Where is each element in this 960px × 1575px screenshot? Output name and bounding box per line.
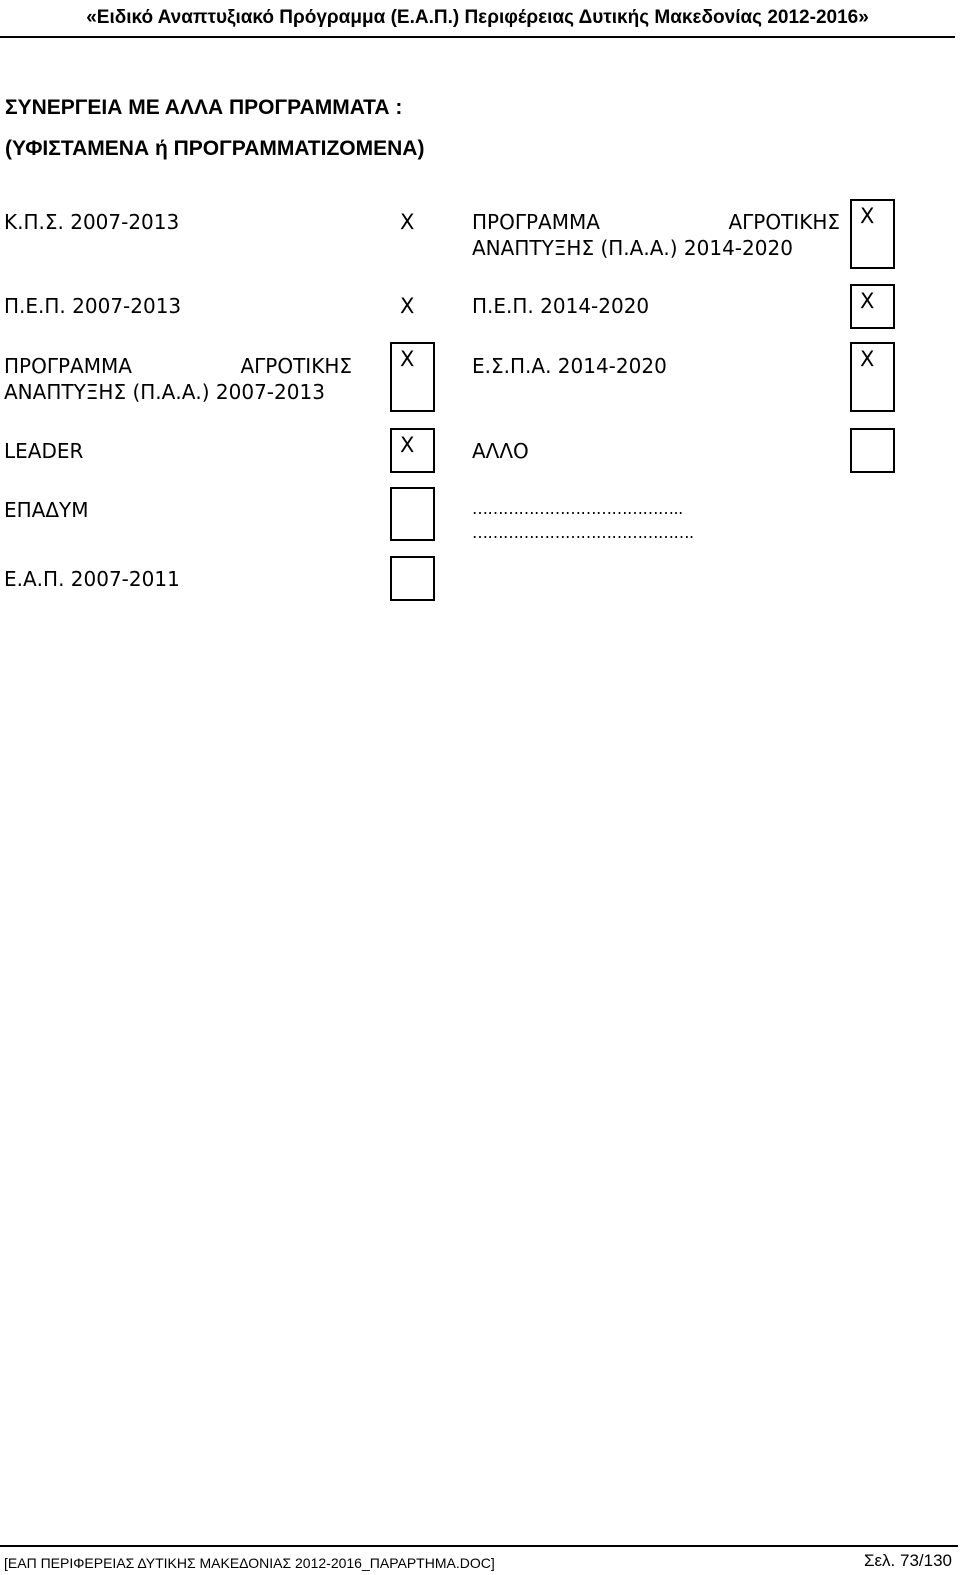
program-label-paa-2014-line1: ΠΡΟΓΡΑΜΜΑ ΑΓΡΟΤΙΚΗΣ — [472, 210, 840, 234]
program-label-espa: Ε.Σ.Π.Α. 2014-2020 — [472, 354, 667, 378]
checkbox-mark-paa-2014: Χ — [860, 204, 875, 228]
footer-page-number: Σελ. 73/130 — [863, 1551, 952, 1570]
checkbox-mark-paa-2007: Χ — [400, 347, 415, 371]
other-fill-line2: ……………………………………. — [472, 523, 694, 542]
program-label-paa-2007-line1: ΠΡΟΓΡΑΜΜΑ ΑΓΡΟΤΙΚΗΣ — [4, 354, 352, 378]
checkbox-espa[interactable] — [850, 342, 895, 412]
header-title: «Ειδικό Αναπτυξιακό Πρόγραμμα (Ε.Α.Π.) Περιφέρειας Δυτικής Μακεδονίας 2012-2016» — [86, 7, 869, 28]
checkbox-mark-pep-2007: Χ — [400, 294, 415, 318]
footer-document-name: [ΕΑΠ ΠΕΡΙΦΕΡΕΙΑΣ ΔΥΤΙΚΗΣ ΜΑΚΕΔΟΝΙΑΣ 2012-2016_ΠΑΡΑΡΤΗΜΑ.DOC] — [4, 1555, 495, 1571]
program-label-pep-2007: Π.Ε.Π. 2007-2013 — [4, 294, 182, 318]
program-label-paa-2014 — [472, 209, 840, 261]
section-title-line2: (ΥΦΙΣΤΑΜΕΝΑ ή ΠΡΟΓΡΑΜΜΑΤΙΖΟΜΕΝΑ) — [5, 137, 425, 160]
program-label-epadym: ΕΠΑΔΥΜ — [4, 498, 89, 522]
checkbox-mark-pep-2014: Χ — [860, 289, 875, 313]
section-title-line1: ΣΥΝΕΡΓΕΙΑ ΜΕ ΑΛΛΑ ΠΡΟΓΡΑΜΜΑΤΑ : — [5, 96, 403, 119]
program-label-paa-2007 — [4, 353, 352, 405]
checkbox-paa-2007[interactable] — [390, 342, 435, 412]
checkbox-mark-kps: Χ — [400, 210, 415, 234]
checkbox-leader[interactable] — [390, 428, 435, 473]
program-label-pep-2014: Π.Ε.Π. 2014-2020 — [472, 294, 650, 318]
checkbox-epadym[interactable] — [390, 487, 435, 541]
checkbox-mark-leader: Χ — [400, 433, 415, 457]
program-label-paa-2007-line2: ΑΝΑΠΤΥΞΗΣ (Π.Α.Α.) 2007-2013 — [4, 380, 325, 404]
program-label-eap-2007: Ε.Α.Π. 2007-2011 — [4, 567, 180, 591]
checkbox-eap-2007[interactable] — [390, 556, 435, 601]
program-label-allo: ΑΛΛΟ — [472, 439, 529, 463]
document-header — [0, 0, 955, 38]
document-footer — [0, 1545, 958, 1573]
other-fill-line1: ………………………………….. — [472, 499, 683, 518]
checkbox-mark-espa: Χ — [860, 347, 875, 371]
program-label-leader: LEADER — [4, 439, 84, 463]
program-label-paa-2014-line2: ΑΝΑΠΤΥΞΗΣ (Π.Α.Α.) 2014-2020 — [472, 236, 793, 260]
checkbox-pep-2014[interactable] — [850, 284, 895, 329]
program-label-kps: Κ.Π.Σ. 2007-2013 — [4, 210, 180, 234]
checkbox-paa-2014[interactable] — [850, 199, 895, 269]
checkbox-allo[interactable] — [850, 428, 895, 473]
